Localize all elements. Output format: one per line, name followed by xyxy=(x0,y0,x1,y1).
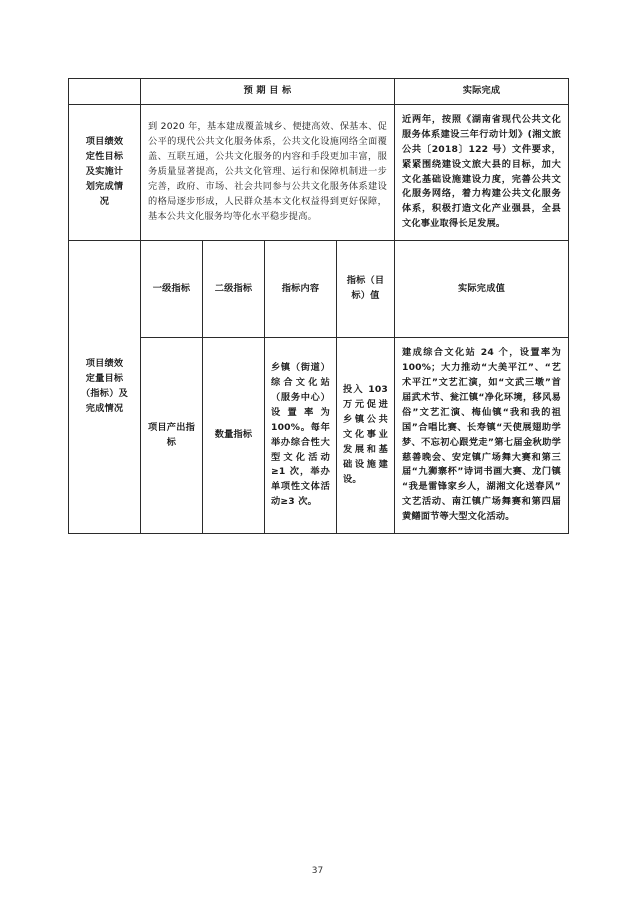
row-label-line: 定性目标 xyxy=(85,151,124,163)
header-cell-actual-completion: 实际完成 xyxy=(395,79,569,105)
cell-actual-value: 建成综合文化站 24 个，设置率为 100%；大力推动“大美平江”、“艺术平江”文艺汇演，如“文武三墩”首届武术节、瓮江镇“净化环境，移风易俗”文艺汇演、梅仙镇“我和我的祖国”合唱比赛、长寿镇“天使展翅助学梦、不忘初心跟党走”第七届金秋助学慈善晚会、安定镇广场舞大赛和第三届“九狮寨杯”诗词书画大赛、龙门镇“我是雷锋家乡人，湖湘文化送春风”文艺活动、南江镇广场舞赛和第四届黄鳝面节等大型文化活动。 xyxy=(395,338,569,534)
performance-table-container xyxy=(68,78,568,534)
subheader-level1-indicator: 一级指标 xyxy=(141,241,203,338)
subheader-actual-value: 实际完成值 xyxy=(395,241,569,338)
row-label-qualitative-goals xyxy=(69,104,141,240)
table-row xyxy=(69,104,569,240)
cell-indicator-target-value: 投入 103 万元促进乡镇公共文化事业发展和基础设施建设。 xyxy=(337,338,395,534)
row-label-line: 及实施计 xyxy=(85,166,124,178)
cell-qualitative-actual: 近两年，按照《湖南省现代公共文化服务体系建设三年行动计划》(湘文旅公共〔2018〕122 号）文件要求，紧紧围绕建设文旅大县的目标，加大文化基础设施建设力度，完善公共文化服务网络，着力构建公共文化服务体系，积极打造文化产业强县，全县文化事业取得长足发展。 xyxy=(395,104,569,240)
cell-qualitative-expected: 到 2020 年，基本建成覆盖城乡、便捷高效、保基本、促公平的现代公共文化服务体系，公共文化设施网络全面覆盖、互联互通，公共文化服务的内容和手段更加丰富，服务质量显著提高，公共文化管理、运行和保障机制进一步完善，政府、市场、社会共同参与公共文化服务体系建设的格局逐步形成，人民群众基本文化权益得到更好保障，基本公共文化服务均等化水平稳步提高。 xyxy=(141,104,395,240)
row-label-line: 划完成情 xyxy=(85,180,124,192)
cell-level2-quantity-indicator: 数量指标 xyxy=(203,338,265,534)
table-row xyxy=(69,338,569,534)
header-cell-expected-target: 预 期 目 标 xyxy=(141,79,395,105)
row-label-line: 定量目标 xyxy=(85,373,124,385)
row-label-line: （指标）及 xyxy=(81,388,128,400)
header-cell-empty xyxy=(69,79,141,105)
subheader-level2-indicator: 二级指标 xyxy=(203,241,265,338)
row-label-quantitative-goals xyxy=(69,241,141,534)
table-header-row xyxy=(69,79,569,105)
table-subheader-row xyxy=(69,241,569,338)
subheader-indicator-target-value: 指标（目标）值 xyxy=(337,241,395,338)
row-label-line: 完成情况 xyxy=(85,403,124,414)
subheader-indicator-content: 指标内容 xyxy=(265,241,337,338)
row-label-line: 项目绩效 xyxy=(85,358,124,370)
cell-indicator-content: 乡镇（街道）综合文化站（服务中心）设置率为 100%。每年举办综合性大型文化活动≥1 次，举办单项性文体活动≥3 次。 xyxy=(265,338,337,534)
page-number: 37 xyxy=(311,866,324,876)
row-label-line: 况 xyxy=(99,195,110,207)
performance-table xyxy=(68,78,569,534)
row-label-line: 项目绩效 xyxy=(85,136,124,148)
cell-level1-output-indicator: 项目产出指标 xyxy=(141,338,203,534)
